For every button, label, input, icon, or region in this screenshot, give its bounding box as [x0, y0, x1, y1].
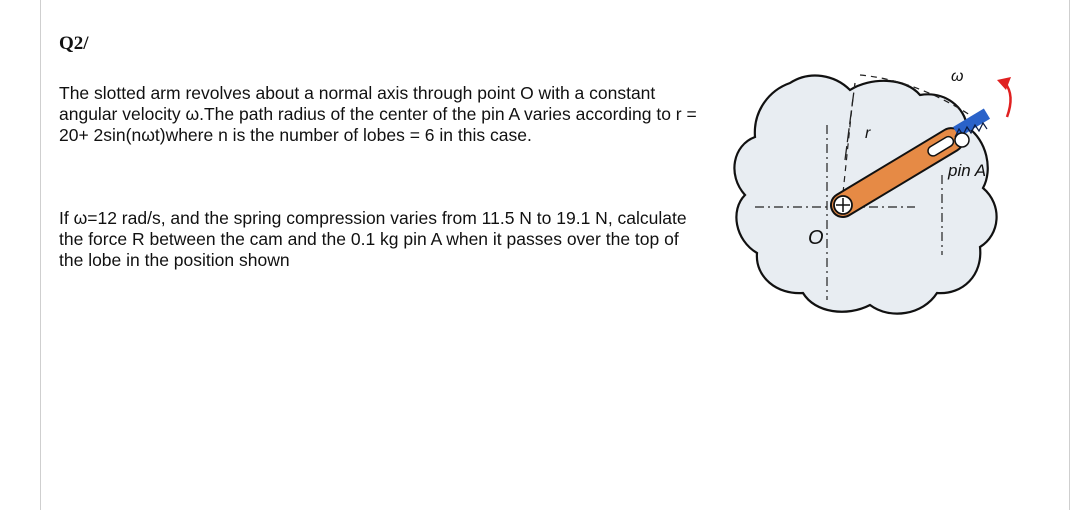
problem-statement: The slotted arm revolves about a normal axis through point O with a constant angular velocity ω.The path radius of the center of the pin A varies according to r = 20+ 2sin(nωt)where n is the number of lobes = 6 in this case. — [59, 83, 697, 145]
problem-question: If ω=12 rad/s, and the spring compression varies from 11.5 N to 19.1 N, calculate the force R between the cam and the 0.1 kg pin A when it passes over the top of the lobe in the position shown — [59, 208, 687, 270]
pin-a — [955, 133, 969, 147]
omega-label: ω — [951, 68, 964, 85]
question-number: Q2/ — [59, 33, 89, 54]
center-o-label: O — [808, 227, 824, 249]
pin-a-label: pin A — [948, 161, 987, 180]
cam-mechanism-figure — [715, 55, 1065, 335]
radius-label: r — [865, 125, 871, 142]
